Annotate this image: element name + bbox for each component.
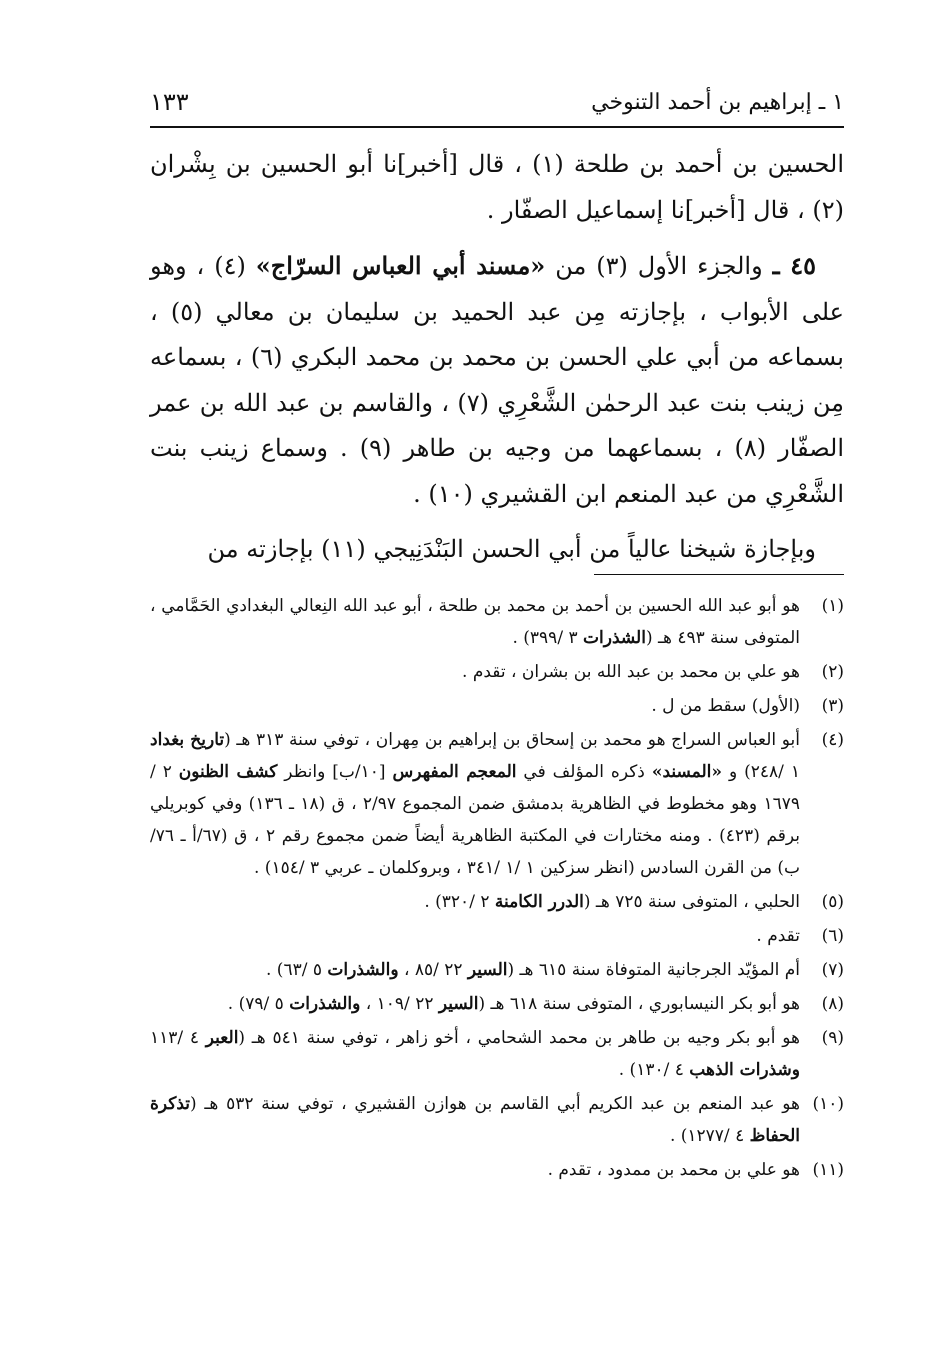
footnote-source: كشف الظنون [178,762,278,782]
footnote [150,988,844,1020]
footnotes [150,590,844,1188]
footnote-text [150,1088,800,1152]
footnote-source: تذكرة الحفاظ [150,1094,800,1146]
footnote-text [150,954,800,986]
footnote-source: والشذرات [289,994,361,1014]
footnote-segment: تقدم . [756,926,800,946]
main-text [150,142,844,583]
footnote-source: تاريخ بغداد [150,730,225,750]
footnote-segment: هو عبد المنعم بن عبد الكريم أبي القاسم بن هوازن القشيري ، توفي سنة ٥٣٢ هـ ( [190,1094,800,1114]
footnote-segment: ذكره المؤلف في [516,762,652,782]
footnote-source: والشذرات [327,960,399,980]
footnote-segment: ٣ /٣٩٩) . [512,628,584,648]
footnote-source: العبر [205,1028,239,1048]
paragraph-entry-45 [150,243,844,517]
footnote-number: (١٠) [812,1094,844,1114]
footnote-source: السير [438,994,479,1014]
paragraph-continuation: الحسين بن أحمد بن طلحة (١) ، قال [أخبر]نا أبو الحسين بن بِشْران (٢) ، قال [أخبر]نا إسماعيل الصفّار . [150,150,845,224]
running-title: ١ ـ إبراهيم بن أحمد التنوخي [591,90,844,115]
footnote [150,1088,844,1152]
footnote [150,1154,844,1186]
footnote-segment: ٤ /١٢٧٧) . [669,1126,750,1146]
footnote-segment: ٤ /١٣٠) . [618,1060,690,1080]
entry-book-title: «مسند أبي العباس السرّاج» [255,251,546,280]
footnote-text [150,988,800,1020]
footnote-segment: ٢ /٣٢٠) . [424,892,495,912]
entry-number: ٤٥ ـ [772,251,817,280]
footnote-text [150,1022,800,1086]
footnote-source: الشذرات [583,628,646,648]
footnote-number: (٨) [821,994,844,1014]
footnote-text [150,724,800,884]
footnote-text [150,920,800,952]
footnote [150,920,844,952]
footnote [150,886,844,918]
footnote-source: الدرر الكامنة [494,892,584,912]
footnote-source: المعجم المفهرس [392,762,517,782]
footnote-number: (٣) [821,696,844,716]
footnote-number: (١) [821,596,844,616]
footnote-segment: هو أبو بكر وجيه بن طاهر بن محمد الشحامي ، أخو زاهر ، توفي سنة ٥٤١ هـ ( [238,1028,800,1048]
footnote-segment: ٥ /٧٩) . [227,994,290,1014]
footnote-text [150,590,800,654]
footnote-source: «المسند» [651,762,723,782]
footnote-segment: هو علي بن محمد بن ممدود ، تقدم . [547,1160,800,1180]
footnote-segment: ٥ /٦٣) . [266,960,328,980]
paragraph-ijaza: وبإجازة شيخنا عالياً من أبي الحسن البَنْدَنِيجي (١١) بإجازته من [207,535,816,563]
footnote-number: (٤) [821,730,844,750]
footnote-text [150,690,800,722]
footnote-number: (١١) [812,1160,844,1180]
footnote-text [150,1154,800,1186]
footnote-number: (٥) [821,892,844,912]
footnote-segment: الحلبي ، المتوفى سنة ٧٢٥ هـ ( [583,892,800,912]
footnote [150,690,844,722]
footnote-text [150,886,800,918]
entry-text-b: (٤) ، وهو على الأبواب ، بإجازته مِن عبد الحميد بن سليمان بن معالي (٥) ، بسماعه من أبي علي الحسن بن محمد بن محمد البكري (٦) ، بسماعه مِن زينب بنت عبد الرحمٰن الشَّعْرِي (٧) ، والقاسم بن عبد الله بن عمر الصفّار (٨) ، بسماعهما من وجيه بن طاهر (٩) . وسماع زينب بنت الشَّعْرِي من عبد المنعم ابن القشيري (١٠) . [150,252,845,508]
entry-text-a: والجزء الأول (٣) من [545,252,773,280]
footnote-segment: هو أبو عبد الله الحسين بن أحمد بن محمد بن طلحة ، أبو عبد الله النِعالي البغدادي الحَمَّامي ، المتوفى سنة ٤٩٣ هـ ( [150,596,800,648]
footnote-text [150,656,800,688]
footnote-segment: هو أبو بكر النيسابوري ، المتوفى سنة ٦١٨ هـ ( [478,994,800,1014]
footnote-segment: ٤ /١١٣ [150,1028,206,1048]
footnote [150,954,844,986]
footnote-source: وشذرات الذهب [689,1060,800,1080]
footnote-number: (٦) [821,926,844,946]
footnote-segment: [١٠/ب] وانظر [277,762,393,782]
footnote-segment: هو علي بن محمد بن عبد الله بن بشران ، تقدم . [462,662,800,682]
footnote-segment: ٢٢ /١٠٩ ، [360,994,439,1014]
running-header [150,88,844,126]
footnote-segment: ١ /٢٤٨) و [722,762,800,782]
footnote [150,656,844,688]
footnote-segment: أبو العباس السراج هو محمد بن إسحاق بن إبراهيم بن مِهران ، توفي سنة ٣١٣ هـ ( [224,730,800,750]
footnote-segment: (الأول) سقط من ل . [651,696,800,716]
footnote [150,1022,844,1086]
footnote-segment: أم المؤيّد الجرجانية المتوفاة سنة ٦١٥ هـ ( [507,960,800,980]
footnote [150,590,844,654]
footnote-source: السير [467,960,508,980]
footnote-number: (٧) [821,960,844,980]
footnote-divider [594,574,844,575]
page-number: ١٣٣ [150,88,189,116]
header-divider [150,126,844,128]
footnote [150,724,844,884]
footnote-segment: ٢٢ /٨٥ ، [398,960,468,980]
footnote-number: (٩) [821,1028,844,1048]
footnote-number: (٢) [821,662,844,682]
footnote-segment: ٢ /١٦٧٩ وهو مخطوط في الظاهرية بدمشق ضمن المجموع ٢/٩٧ ، ق (١٨ ـ ١٣٦) وفي كوبريلي برقم (٤٢٣) . ومنه مختارات في المكتبة الظاهرية أيضاً ضمن مجموع رقم ٢ ، ق (٦٧/أ ـ ٧٦/ب) من القرن السادس (انظر سزكين ١ /١ /٣٤١ ، وبروكلمان ـ عربي ٣ /١٥٤) . [150,762,800,878]
